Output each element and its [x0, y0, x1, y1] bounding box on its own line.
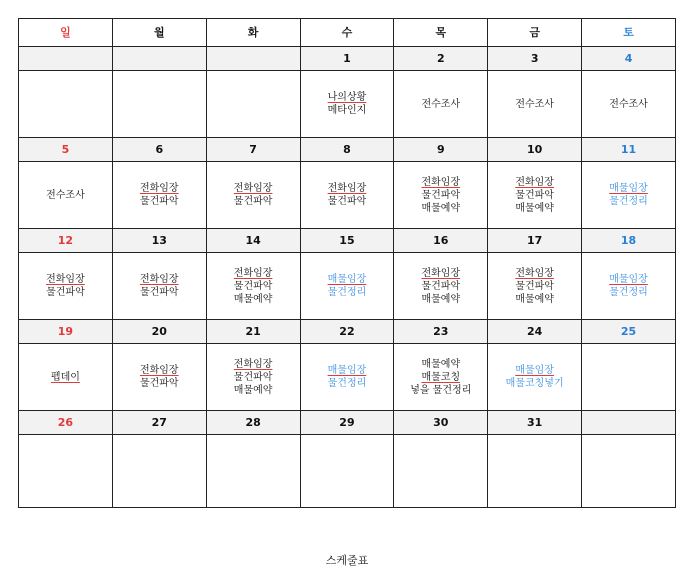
- event-cell[interactable]: [112, 162, 206, 229]
- event-text: 물건정리: [609, 196, 648, 207]
- event-text: 전화임장: [515, 267, 554, 279]
- events-row: [19, 253, 676, 320]
- event-text: 매물예약: [515, 202, 554, 214]
- date-cell[interactable]: 19: [19, 320, 113, 344]
- weekday-header-row: [19, 19, 676, 47]
- events-row: [19, 344, 676, 411]
- event-cell[interactable]: [582, 71, 676, 138]
- event-cell[interactable]: [488, 71, 582, 138]
- weekday-header: 토: [582, 19, 676, 47]
- event-text: 물건파악: [139, 196, 179, 207]
- event-text: 매물임장: [327, 365, 367, 376]
- event-text: 나의상황: [327, 92, 367, 103]
- event-cell[interactable]: [19, 435, 113, 508]
- event-cell[interactable]: [19, 344, 113, 411]
- event-cell[interactable]: [300, 344, 394, 411]
- event-cell[interactable]: [206, 435, 300, 508]
- date-cell[interactable]: 18: [582, 229, 676, 253]
- date-cell[interactable]: 9: [394, 138, 488, 162]
- date-cell[interactable]: 8: [300, 138, 394, 162]
- event-cell[interactable]: [206, 162, 300, 229]
- event-cell[interactable]: [488, 344, 582, 411]
- date-cell[interactable]: 7: [206, 138, 300, 162]
- date-cell[interactable]: 3: [488, 47, 582, 71]
- event-cell[interactable]: [300, 71, 394, 138]
- event-text: 전수조사: [46, 189, 85, 201]
- event-text: 물건파악: [515, 189, 554, 201]
- date-cell[interactable]: 10: [488, 138, 582, 162]
- date-row: [19, 229, 676, 253]
- event-text: 물건파악: [233, 196, 273, 207]
- event-text: 매물예약: [421, 358, 461, 370]
- date-cell[interactable]: 22: [300, 320, 394, 344]
- weekday-header: 금: [488, 19, 582, 47]
- event-text: 물건정리: [327, 287, 367, 298]
- event-cell[interactable]: [488, 162, 582, 229]
- events-row: [19, 71, 676, 138]
- event-text: 전화임장: [233, 183, 273, 194]
- event-text: 전화임장: [327, 183, 367, 194]
- event-text: 전화임장: [421, 176, 461, 188]
- event-text: 매물임장: [609, 274, 648, 285]
- date-cell[interactable]: 26: [19, 411, 113, 435]
- event-text: 전화임장: [46, 274, 85, 285]
- event-text: 물건파악: [327, 196, 367, 207]
- date-cell[interactable]: 20: [112, 320, 206, 344]
- event-text: 전화임장: [139, 183, 179, 194]
- date-cell[interactable]: 17: [488, 229, 582, 253]
- date-cell[interactable]: 25: [582, 320, 676, 344]
- event-text: 물건파악: [46, 287, 85, 298]
- weekday-header: 목: [394, 19, 488, 47]
- date-cell[interactable]: [19, 47, 113, 71]
- event-cell[interactable]: [488, 435, 582, 508]
- date-cell[interactable]: 28: [206, 411, 300, 435]
- date-cell[interactable]: 12: [19, 229, 113, 253]
- date-cell[interactable]: 15: [300, 229, 394, 253]
- event-text: 넣을 물건정리: [410, 384, 472, 396]
- events-row: [19, 435, 676, 508]
- event-text: 매물임장: [327, 274, 367, 285]
- event-text: 물건파악: [421, 280, 461, 292]
- event-cell[interactable]: [582, 344, 676, 411]
- event-text: 매물예약: [421, 202, 461, 214]
- event-text: 전수조사: [515, 98, 554, 110]
- date-row: [19, 320, 676, 344]
- date-cell[interactable]: 14: [206, 229, 300, 253]
- date-cell[interactable]: 11: [582, 138, 676, 162]
- event-text: 매물코칭넣기: [505, 378, 564, 389]
- event-text: 물건파악: [515, 280, 554, 292]
- date-cell[interactable]: 24: [488, 320, 582, 344]
- event-text: 전화임장: [233, 358, 273, 370]
- date-cell[interactable]: 23: [394, 320, 488, 344]
- event-text: 물건정리: [327, 378, 367, 389]
- event-cell[interactable]: [488, 253, 582, 320]
- event-cell[interactable]: [19, 253, 113, 320]
- events-row: [19, 162, 676, 229]
- calendar-caption: 스케줄표: [325, 554, 369, 567]
- date-cell[interactable]: 1: [300, 47, 394, 71]
- event-text: 매물임장: [609, 183, 648, 194]
- event-text: 물건파악: [233, 280, 273, 292]
- event-cell[interactable]: [582, 253, 676, 320]
- event-cell[interactable]: [582, 435, 676, 508]
- date-cell[interactable]: 31: [488, 411, 582, 435]
- date-cell[interactable]: 13: [112, 229, 206, 253]
- weekday-header: 일: [19, 19, 113, 47]
- event-cell[interactable]: [112, 253, 206, 320]
- event-text: 전화임장: [139, 274, 179, 285]
- event-cell[interactable]: [206, 71, 300, 138]
- event-text: 전화임장: [233, 267, 273, 279]
- event-text: 매물예약: [233, 293, 273, 305]
- event-cell[interactable]: [394, 71, 488, 138]
- date-cell[interactable]: [206, 47, 300, 71]
- event-cell[interactable]: [19, 71, 113, 138]
- event-text: 매물예약: [421, 293, 461, 305]
- event-text: 매물예약: [233, 384, 273, 396]
- date-cell[interactable]: 5: [19, 138, 113, 162]
- event-cell[interactable]: [112, 71, 206, 138]
- event-cell[interactable]: [206, 344, 300, 411]
- event-cell[interactable]: [300, 253, 394, 320]
- date-cell[interactable]: 27: [112, 411, 206, 435]
- event-text: 전수조사: [421, 98, 461, 110]
- event-text: 물건파악: [421, 189, 461, 201]
- event-text: 메타인지: [327, 105, 367, 116]
- event-cell[interactable]: [394, 435, 488, 508]
- weekday-header: 월: [112, 19, 206, 47]
- schedule-calendar: [18, 18, 676, 508]
- event-cell[interactable]: [112, 435, 206, 508]
- event-text: 물건파악: [139, 378, 179, 389]
- event-cell[interactable]: [300, 435, 394, 508]
- date-cell[interactable]: 4: [582, 47, 676, 71]
- event-text: 매물코칭: [421, 371, 461, 383]
- event-text: 전화임장: [515, 176, 554, 188]
- weekday-header: 수: [300, 19, 394, 47]
- date-row: [19, 138, 676, 162]
- date-cell[interactable]: 30: [394, 411, 488, 435]
- event-cell[interactable]: [582, 162, 676, 229]
- event-text: 매물임장: [515, 365, 554, 376]
- event-text: 매물예약: [515, 293, 554, 305]
- event-cell[interactable]: [300, 162, 394, 229]
- date-cell[interactable]: [582, 411, 676, 435]
- date-cell[interactable]: 6: [112, 138, 206, 162]
- event-text: 물건파악: [139, 287, 179, 298]
- event-cell[interactable]: [19, 162, 113, 229]
- event-cell[interactable]: [112, 344, 206, 411]
- event-text: 전화임장: [139, 365, 179, 376]
- event-text: 펩데이: [50, 371, 80, 383]
- event-cell[interactable]: [206, 253, 300, 320]
- date-cell[interactable]: 29: [300, 411, 394, 435]
- weekday-header: 화: [206, 19, 300, 47]
- date-cell[interactable]: [112, 47, 206, 71]
- date-cell[interactable]: 21: [206, 320, 300, 344]
- event-cell[interactable]: [394, 344, 488, 411]
- event-cell[interactable]: [394, 253, 488, 320]
- event-cell[interactable]: [394, 162, 488, 229]
- date-cell[interactable]: 2: [394, 47, 488, 71]
- date-row: [19, 411, 676, 435]
- date-cell[interactable]: 16: [394, 229, 488, 253]
- event-text: 전화임장: [421, 267, 461, 279]
- event-text: 물건파악: [233, 371, 273, 383]
- event-text: 전수조사: [609, 98, 648, 110]
- date-row: [19, 47, 676, 71]
- event-text: 물건정리: [609, 287, 648, 298]
